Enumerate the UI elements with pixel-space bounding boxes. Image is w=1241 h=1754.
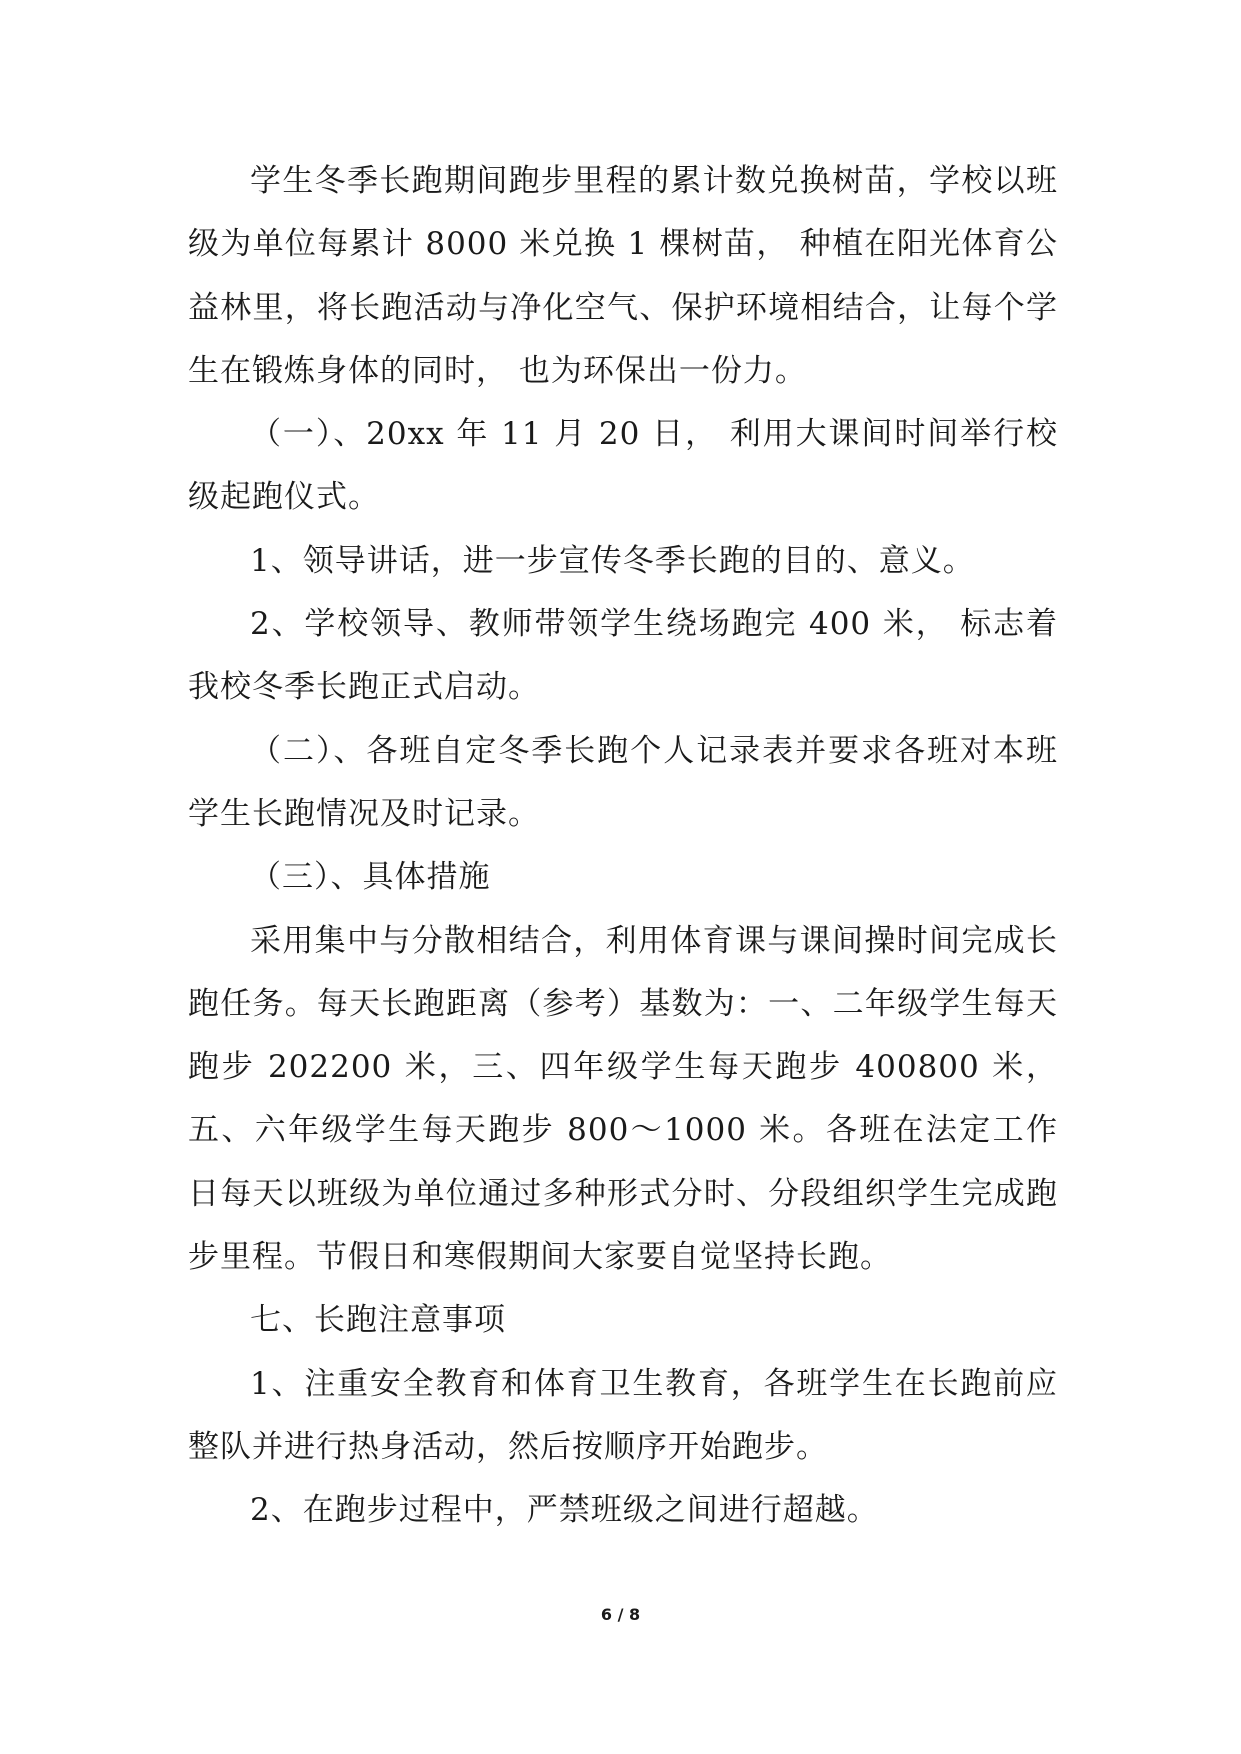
page-number: 6 / 8 xyxy=(600,1605,641,1624)
paragraph-measures: 采用集中与分散相结合，利用体育课与课间操时间完成长跑任务。每天长跑距离（参考）基数为：一、二年级学生每天跑步 202200 米，三、四年级学生每天跑步 400800 米，五、六年级学生每天跑步 800～1000 米。各班在法定工作日每天以班级为单位通过多种形式分时、分段组织学生完成跑步里程。节假日和寒假期间大家要自觉坚持长跑。 xyxy=(188,922,1058,1276)
document-body xyxy=(188,150,1058,1543)
paragraph-section-three-heading: （三）、具体措施 xyxy=(250,859,491,896)
paragraph-item-1-speech: 1、领导讲话，进一步宣传冬季长跑的目的、意义。 xyxy=(250,542,975,579)
paragraph-section-seven-heading: 七、长跑注意事项 xyxy=(250,1302,506,1339)
paragraph-tree-exchange: 学生冬季长跑期间跑步里程的累计数兑换树苗，学校以班级为单位每累计 8000 米兑换 1 棵树苗， 种植在阳光体育公益林里，将长跑活动与净化空气、保护环境相结合，让每个学生在锻炼身体的同时， 也为环保出一份力。 xyxy=(188,163,1058,389)
paragraph-item-2-run: 2、学校领导、教师带领学生绕场跑完 400 米， 标志着我校冬季长跑正式启动。 xyxy=(188,606,1058,706)
paragraph-notice-1: 1、注重安全教育和体育卫生教育，各班学生在长跑前应整队并进行热身活动，然后按顺序开始跑步。 xyxy=(188,1365,1058,1465)
paragraph-notice-2: 2、在跑步过程中，严禁班级之间进行超越。 xyxy=(250,1492,879,1529)
paragraph-section-two: （二）、各班自定冬季长跑个人记录表并要求各班对本班学生长跑情况及时记录。 xyxy=(188,732,1058,832)
paragraph-section-one: （一）、20xx 年 11 月 20 日， 利用大课间时间举行校级起跑仪式。 xyxy=(188,416,1058,516)
